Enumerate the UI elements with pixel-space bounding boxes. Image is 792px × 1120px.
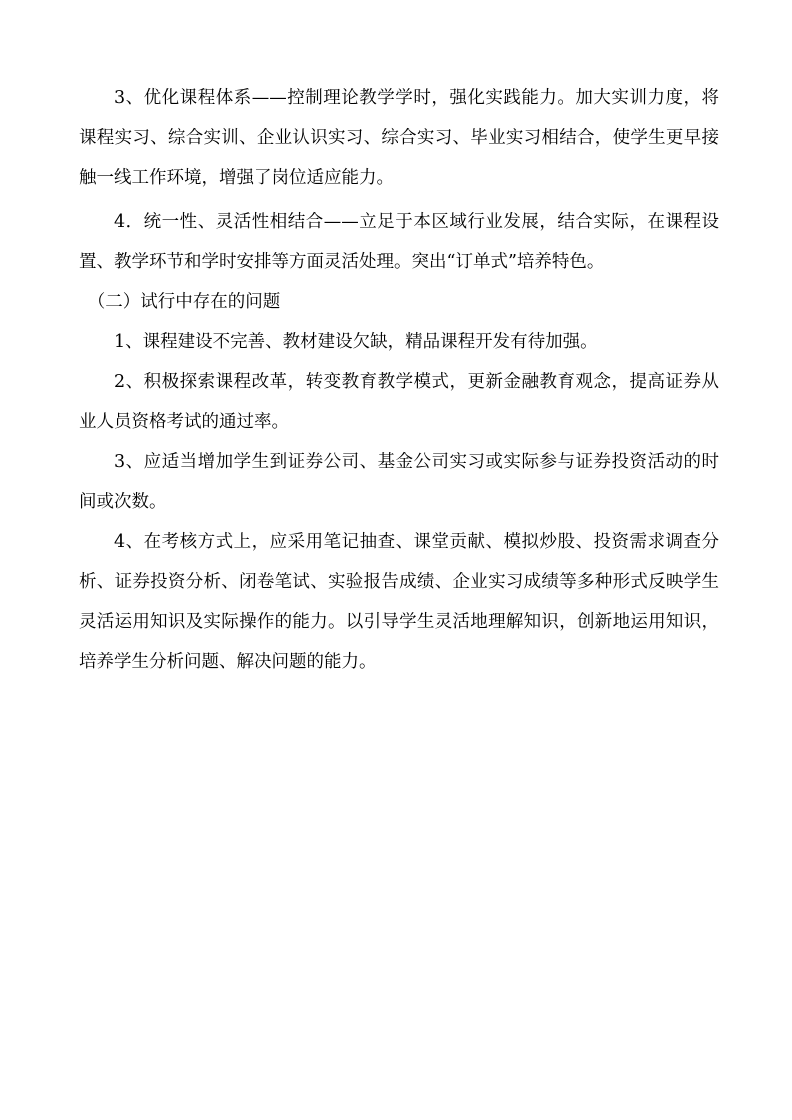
paragraph-course-system: 3、优化课程体系——控制理论教学学时，强化实践能力。加大实训力度，将课程实习、综合实训、企业认识实习、综合实习、毕业实习相结合，使学生更早接触一线工作环境，增强了岗位适应能力。 bbox=[79, 88, 719, 188]
section-heading: （二）试行中存在的问题 bbox=[87, 292, 281, 312]
problem-item-3: 3、应适当增加学生到证券公司、基金公司实习或实际参与证券投资活动的时间或次数。 bbox=[79, 452, 719, 512]
problem-item-4: 4、在考核方式上，应采用笔记抽查、课堂贡献、模拟炒股、投资需求调查分析、证券投资分析、闭卷笔试、实验报告成绩、企业实习成绩等多种形式反映学生灵活运用知识及实际操作的能力。以引导学生灵活地理解知识，创新地运用知识，培养学生分析问题、解决问题的能力。 bbox=[79, 532, 719, 672]
document-page bbox=[79, 78, 719, 682]
problem-item-2: 2、积极探索课程改革，转变教育教学模式，更新金融教育观念，提高证券从业人员资格考试的通过率。 bbox=[79, 372, 719, 432]
problem-item-1: 1、课程建设不完善、教材建设欠缺，精品课程开发有待加强。 bbox=[114, 332, 598, 352]
paragraph-unity-flexibility: 4．统一性、灵活性相结合——立足于本区域行业发展，结合实际，在课程设置、教学环节和学时安排等方面灵活处理。突出“订单式”培养特色。 bbox=[79, 212, 719, 272]
